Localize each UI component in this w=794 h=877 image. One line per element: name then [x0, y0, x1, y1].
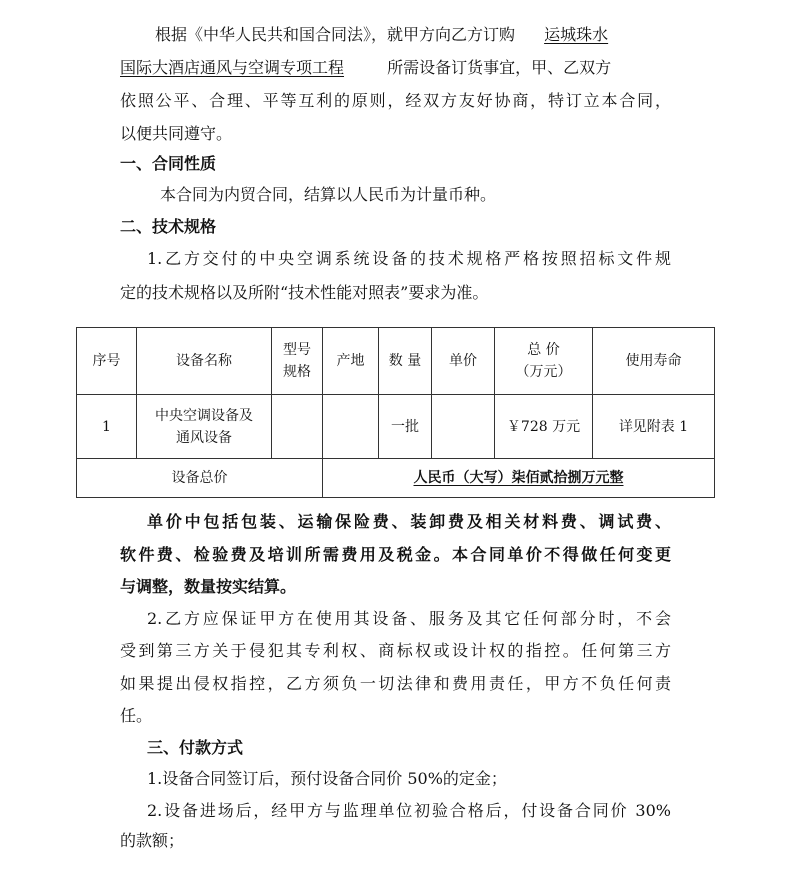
- bold-para-line-3: 与调整，数量按实结算。: [120, 577, 297, 596]
- intro-text: 根据《中华人民共和国合同法》，就甲方向乙方订购: [155, 25, 516, 44]
- header-price: 单价: [432, 328, 495, 395]
- header-life: 使用寿命: [593, 328, 715, 395]
- clause-2-line-4: 任。: [120, 706, 153, 725]
- clause-2-line-1: 2.乙方应保证甲方在使用其设备、服务及其它任何部分时，不会: [147, 609, 671, 628]
- intro-line-2: [120, 57, 611, 79]
- sum-label: 设备总价: [77, 459, 323, 498]
- project-name-part2: 国际大酒店通风与空调专项工程: [120, 58, 345, 77]
- header-no: 序号: [77, 328, 137, 395]
- header-model-line2: 规格: [283, 364, 311, 380]
- header-name: 设备名称: [137, 328, 272, 395]
- clause-2-line-2: 受到第三方关于侵犯其专利权、商标权或设计权的指控。任何第三方: [120, 641, 671, 660]
- cell-name-line2: 通风设备: [176, 429, 232, 446]
- cell-price: [432, 395, 495, 459]
- intro-line-3: 依照公平、合理、平等互利的原则，经双方友好协商，特订立本合同，: [120, 91, 671, 110]
- payment-item-1: 1.设备合同签订后，预付设备合同价 50%的定金；: [147, 769, 507, 788]
- intro-line-4: 以便共同遵守。: [120, 124, 233, 143]
- sum-value: 人民币（大写）柒佰贰拾捌万元整: [323, 459, 715, 498]
- cell-life: 详见附表 1: [593, 395, 715, 459]
- section-2-heading: 二、技术规格: [120, 217, 217, 236]
- intro-line-1: [155, 24, 608, 46]
- intro-text: 所需设备订货事宜，甲、乙双方: [387, 58, 612, 77]
- project-name-part1: 运城珠水: [544, 25, 609, 44]
- bold-para-line-1: 单价中包括包装、运输保险费、装卸费及相关材料费、调试费、: [147, 512, 671, 531]
- header-total-line2: （万元）: [515, 364, 572, 380]
- payment-item-2-line-1: 2.设备进场后，经甲方与监理单位初验合格后，付设备合同价 30%: [147, 801, 671, 820]
- cell-name: [137, 395, 272, 459]
- table-sum-row: [77, 459, 715, 498]
- header-model-line1: 型号: [283, 342, 311, 358]
- header-origin: 产地: [323, 328, 379, 395]
- table-row: [77, 395, 715, 459]
- clause-2-line-3: 如果提出侵权指控，乙方须负一切法律和费用责任，甲方不负任何责: [120, 674, 671, 693]
- cell-origin: [323, 395, 379, 459]
- section-3-heading: 三、付款方式: [147, 738, 244, 757]
- header-total-line1: 总 价: [527, 342, 560, 358]
- cell-model: [272, 395, 323, 459]
- table-header-row: [77, 328, 715, 395]
- cell-total: ￥728 万元: [495, 395, 593, 459]
- cell-qty: 一批: [379, 395, 432, 459]
- section-1-body: 本合同为内贸合同，结算以人民币为计量币种。: [160, 185, 497, 204]
- tech-spec-line-2: 定的技术规格以及所附“技术性能对照表”要求为准。: [120, 283, 489, 302]
- payment-item-2-line-2: 的款额；: [120, 831, 185, 850]
- header-total: [495, 328, 593, 395]
- header-qty: 数 量: [379, 328, 432, 395]
- header-model: [272, 328, 323, 395]
- equipment-table: [76, 327, 714, 497]
- section-1-heading: 一、合同性质: [120, 154, 217, 173]
- cell-no: 1: [77, 395, 137, 459]
- bold-para-line-2: 软件费、检验费及培训所需费用及税金。本合同单价不得做任何变更: [120, 545, 671, 564]
- cell-name-line1: 中央空调设备及: [155, 407, 253, 424]
- tech-spec-line-1: 1.乙方交付的中央空调系统设备的技术规格严格按照招标文件规: [147, 249, 671, 268]
